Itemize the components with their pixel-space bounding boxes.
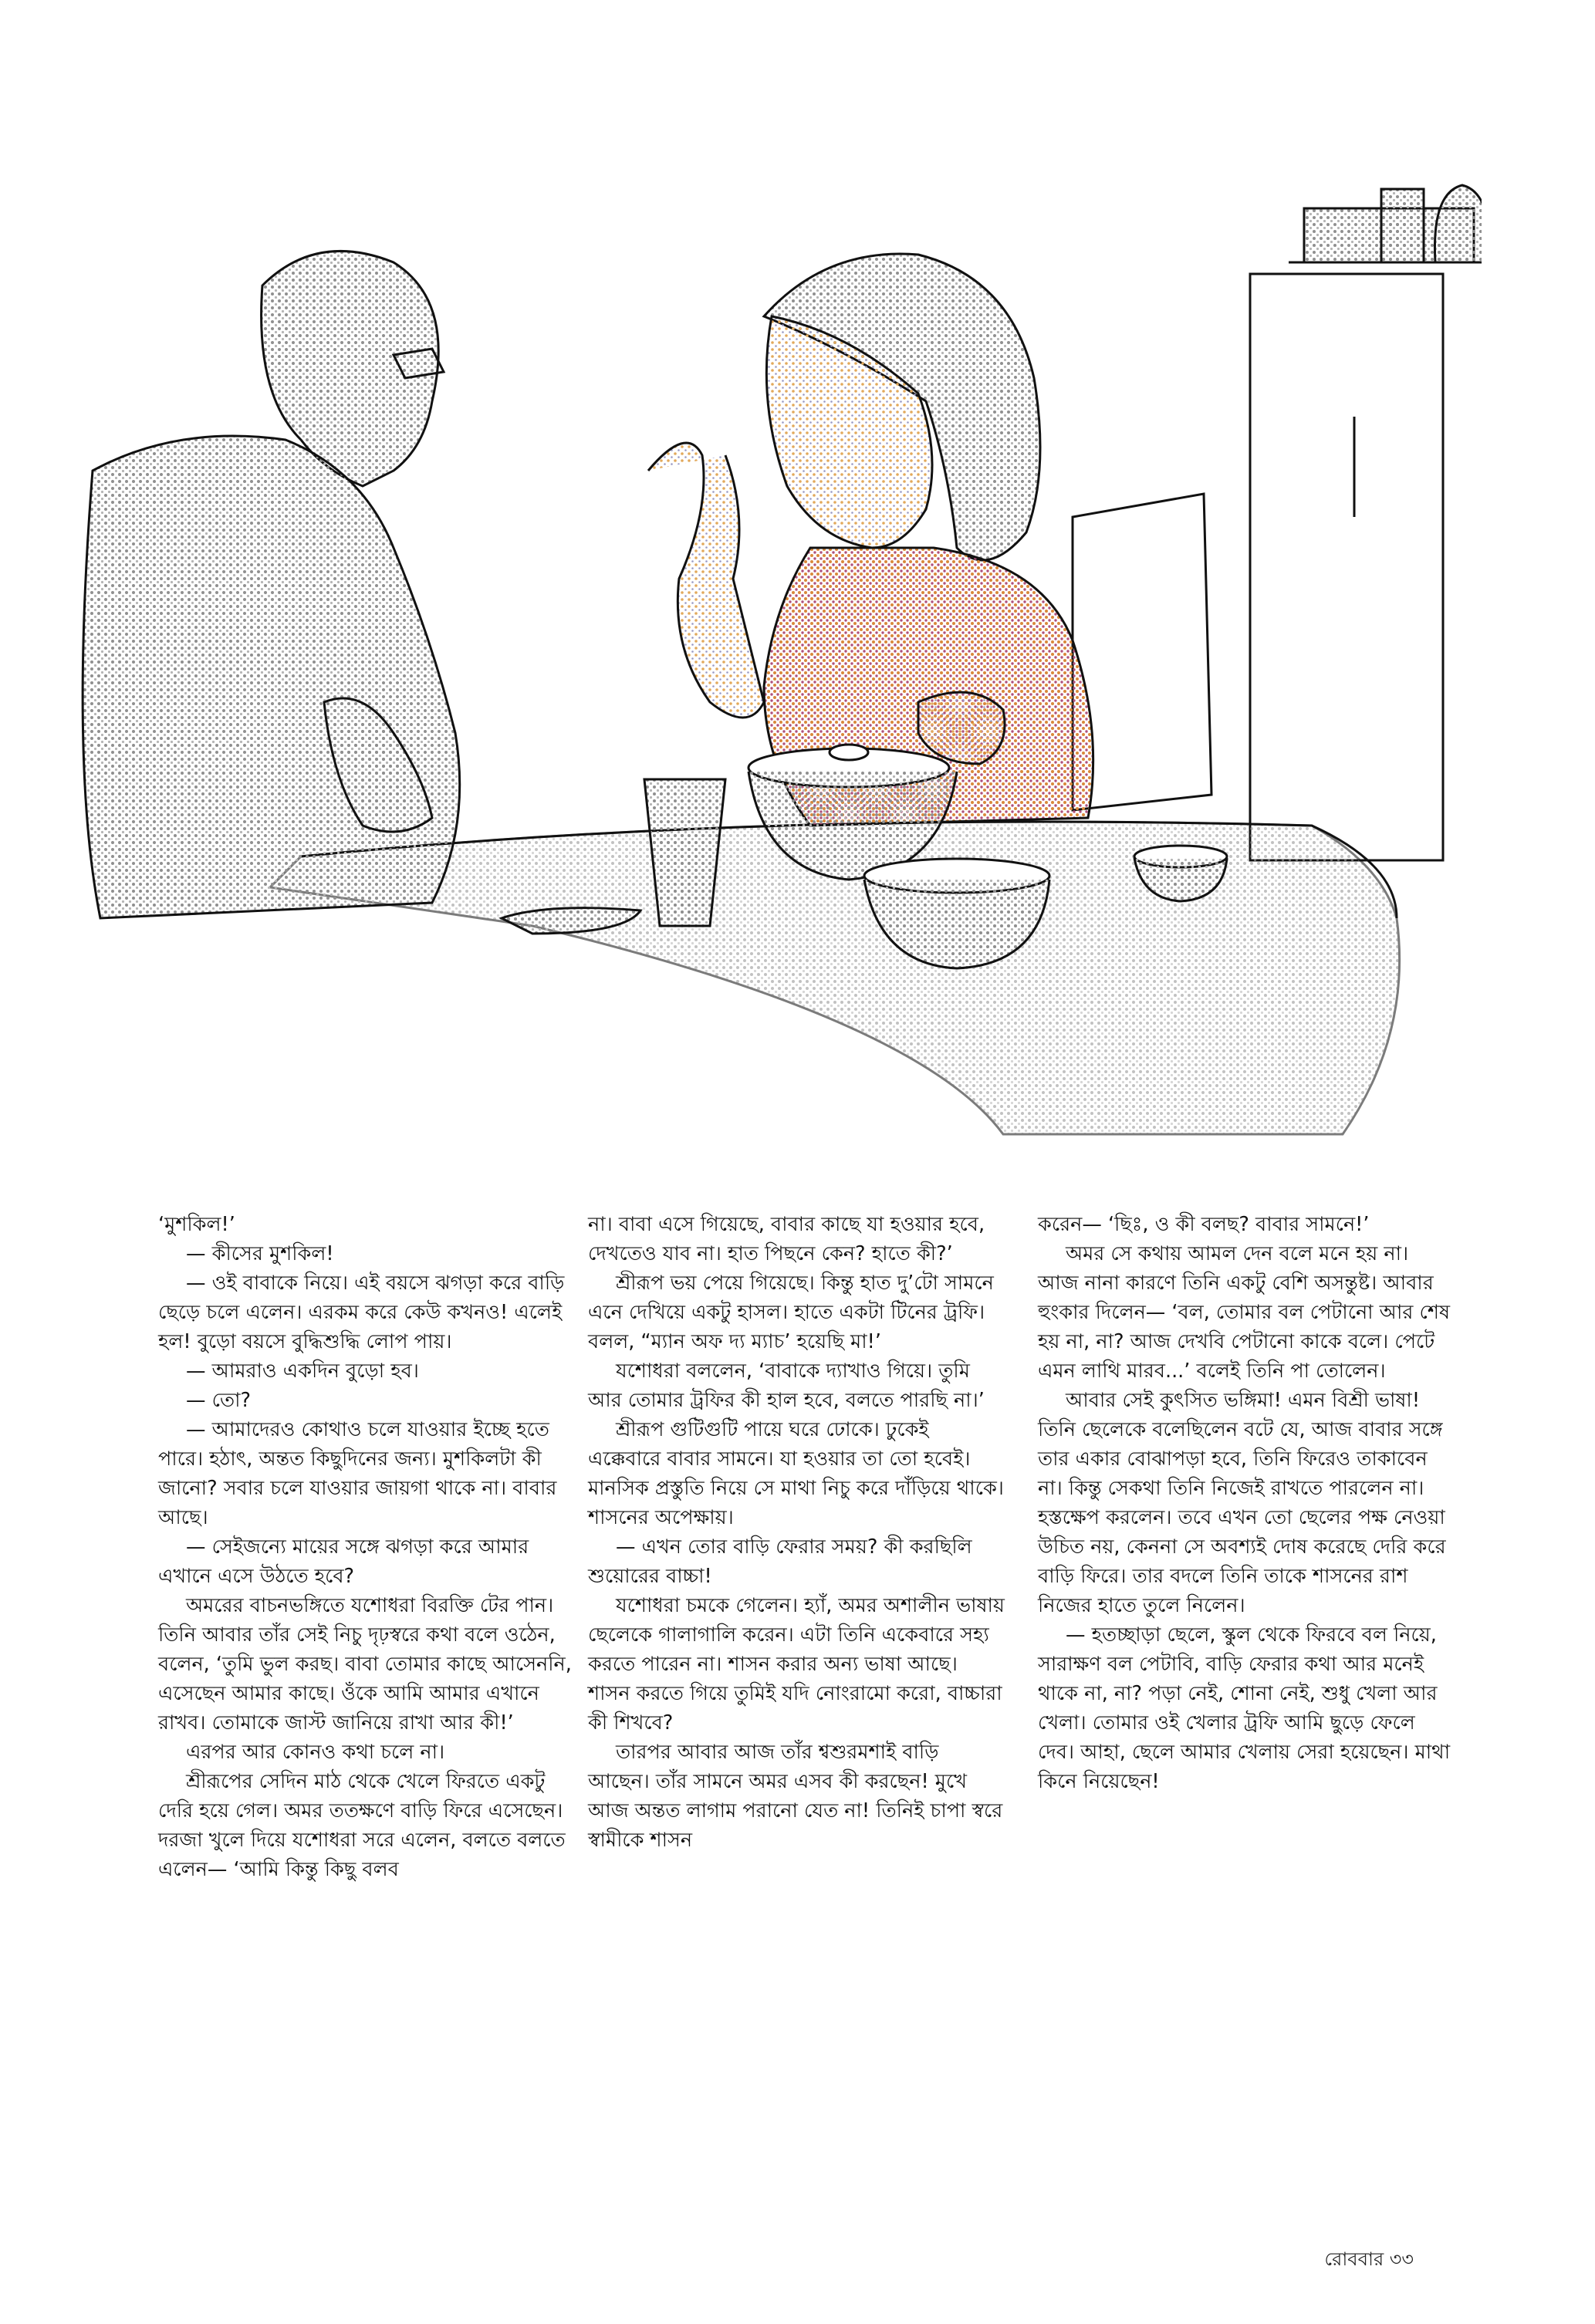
man-figure <box>83 251 460 918</box>
woman-figure <box>648 254 1093 826</box>
paragraph: শ্রীরূপের সেদিন মাঠ থেকে খেলে ফিরতে একটু দেরি হয়ে গেল। অমর ততক্ষণে বাড়ি ফিরে এসেছেন। দরজা খুলে দিয়ে যশোধরা সরে এলেন, বলতে বলতে এলেন— ‘আমি কিন্তু কিছু বলব <box>158 1770 566 1881</box>
paragraph: শ্রীরূপ গুটিগুটি পায়ে ঘরে ঢোকে। ঢুকেই এক্কেবারে বাবার সামনে। যা হওয়ার তা তো হবেই। মানসিক প্রস্তুতি নিয়ে সে মাথা নিচু করে দাঁড়িয়ে থাকে। শাসনের অপেক্ষায়। <box>588 1418 1004 1529</box>
text-column-3 <box>1038 1210 1455 1796</box>
paragraph: — কীসের মুশকিল! <box>186 1242 334 1265</box>
paragraph: যশোধরা বললেন, ‘বাবাকে দ্যাখাও গিয়ে। তুমি আর তোমার ট্রফির কী হাল হবে, বলতে পারছি না।’ <box>588 1360 985 1412</box>
paragraph: করেন— ‘ছিঃ, ও কী বলছ? বাবার সামনে!’ <box>1038 1213 1370 1236</box>
story-illustration <box>69 147 1482 1142</box>
paragraph: না। বাবা এসে গিয়েছে, বাবার কাছে যা হওয়ার হবে, দেখতেও যাব না। হাত পিছনে কেন? হাতে কী?’ <box>588 1213 985 1265</box>
refrigerator <box>1250 274 1443 860</box>
paragraph: — হতচ্ছাড়া ছেলে, স্কুল থেকে ফিরবে বল নিয়ে, সারাক্ষণ বল পেটাবি, বাড়ি ফেরার কথা আর মনেই থাকে না, না? পড়া নেই, শোনা নেই, শুধু খেলা আর খেলা। তোমার ওই খেলার ট্রফি আমি ছুড়ে ফেলে দেব। আহা, ছেলে আমার খেলায় সেরা হয়েছেন। মাথা কিনে নিয়েছেন! <box>1038 1623 1451 1793</box>
paragraph: — আমাদেরও কোথাও চলে যাওয়ার ইচ্ছে হতে পারে। হঠাৎ, অন্তত কিছুদিনের জন্য। মুশকিলটা কী জানো? সবার চলে যাওয়ার জায়গা থাকে না। বাবার আছে। <box>158 1418 557 1529</box>
text-column-1 <box>158 1210 575 1884</box>
jars-shelf <box>1289 185 1482 262</box>
paragraph: — তো? <box>186 1389 252 1412</box>
paragraph: — আমরাও একদিন বুড়ো হব। <box>186 1360 419 1383</box>
paragraph: — এখন তোর বাড়ি ফেরার সময়? কী করছিলি শুয়োরের বাচ্চা! <box>588 1535 972 1588</box>
paragraph: যশোধরা চমকে গেলেন। হ্যাঁ, অমর অশালীন ভাষায় ছেলেকে গালাগালি করেন। এটা তিনি একেবারে সহ্য করতে পারেন না। শাসন করার অন্য ভাষা আছে। শাসন করতে গিয়ে তুমিই যদি নোংরামো করো, বাচ্চারা কী শিখবে? <box>588 1594 1005 1735</box>
paragraph: — ওই বাবাকে নিয়ে। এই বয়সে ঝগড়া করে বাড়ি ছেড়ে চলে এলেন। এরকম করে কেউ কখনও! এলেই হল! বুড়ো বয়সে বুদ্ধিশুদ্ধি লোপ পায়। <box>158 1272 565 1353</box>
paragraph: এরপর আর কোনও কথা চলে না। <box>186 1741 445 1764</box>
paragraph: অমরের বাচনভঙ্গিতে যশোধরা বিরক্তি টের পান। তিনি আবার তাঁর সেই নিচু দৃঢ়স্বরে কথা বলে ওঠেন, বলেন, ‘তুমি ভুল করছ। বাবা তোমার কাছে আসেননি, এসেছেন আমার কাছে। ওঁকে আমি আমার এখানে রাখব। তোমাকে জাস্ট জানিয়ে রাখা আর কী!’ <box>158 1594 572 1735</box>
page-folio: রোববার ৩৩ <box>1324 2248 1414 2270</box>
paragraph: শ্রীরূপ ভয় পেয়ে গিয়েছে। কিন্তু হাত দু’টো সামনে এনে দেখিয়ে একটু হাসল। হাতে একটা টিনের ট্রফি। বলল, “ম্যান অফ দ্য ম্যাচ’ হয়েছি মা!’ <box>588 1272 994 1353</box>
paragraph: — সেইজন্যে মায়ের সঙ্গে ঝগড়া করে আমার এখানে এসে উঠতে হবে? <box>158 1535 529 1588</box>
paragraph: ‘মুশকিল!’ <box>158 1213 235 1236</box>
water-glass <box>644 779 725 926</box>
paragraph: আবার সেই কুৎসিত ভঙ্গিমা! এমন বিশ্রী ভাষা! তিনি ছেলেকে বলেছিলেন বটে যে, আজ বাবার সঙ্গে তার একার বোঝাপড়া হবে, তিনি ফিরেও তাকাবেন না। কিন্তু সেকথা তিনি নিজেই রাখতে পারলেন না। হস্তক্ষেপ করলেন। তবে এখন তো ছেলের পক্ষ নেওয়া উচিত নয়, কেননা সে অবশ্যই দোষ করেছে দেরি করে বাড়ি ফিরে। তার বদলে তিনি তাকে শাসনের রাশ নিজের হাতে তুলে নিলেন। <box>1038 1389 1446 1617</box>
paragraph: তারপর আবার আজ তাঁর শ্বশুরমশাই বাড়ি আছেন। তাঁর সামনে অমর এসব কী করছেন! মুখে আজ অন্তত লাগাম পরানো যেত না! তিনিই চাপা স্বরে স্বামীকে শাসন <box>588 1741 1003 1852</box>
text-column-2 <box>588 1210 1005 1855</box>
paragraph: অমর সে কথায় আমল দেন বলে মনে হয় না। আজ নানা কারণে তিনি একটু বেশি অসন্তুষ্ট। আবার হুংকার দিলেন— ‘বল, তোমার বল পেটানো আর শেষ হয় না, না? আজ দেখবি পেটানো কাকে বলে। পেটে এমন লাথি মারব...’ বলেই তিনি পা তোলেন। <box>1038 1242 1451 1383</box>
